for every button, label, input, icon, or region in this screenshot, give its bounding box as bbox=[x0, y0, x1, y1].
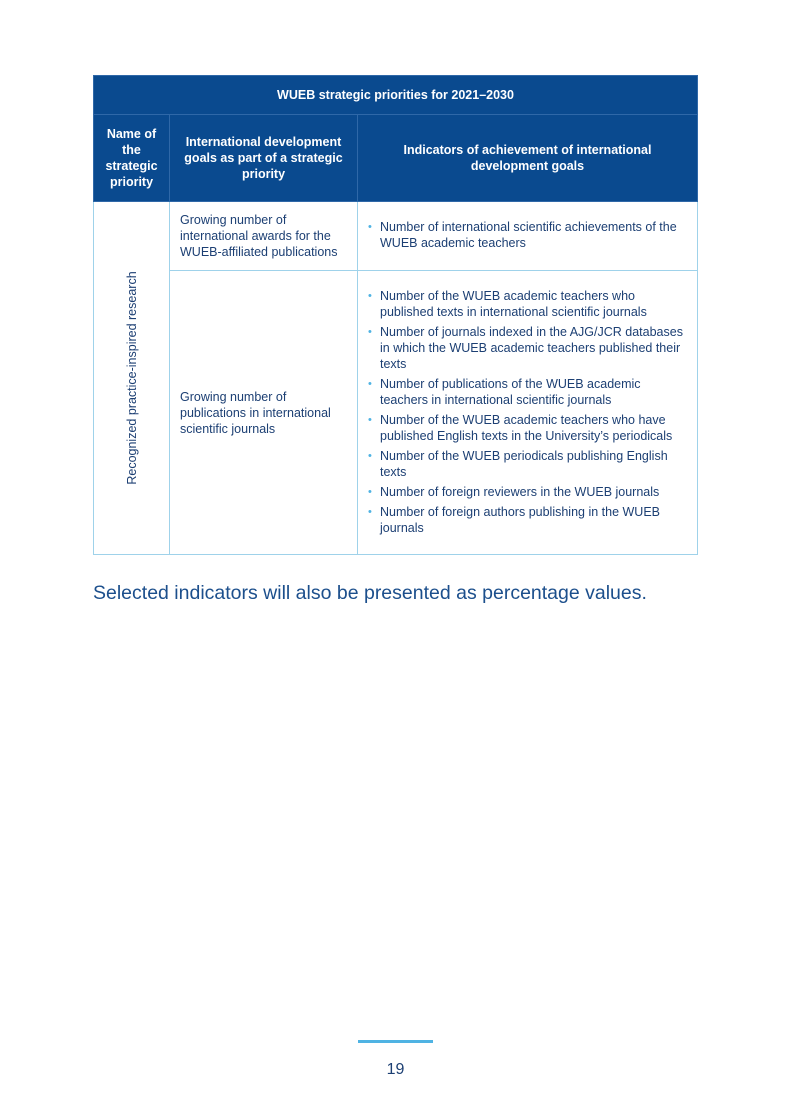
bullet-icon: • bbox=[368, 505, 372, 518]
indicators-cell bbox=[358, 271, 698, 555]
goal-text: Growing number of publications in international scientific journals bbox=[180, 389, 331, 436]
page-number: 19 bbox=[386, 1061, 405, 1078]
table-title: WUEB strategic priorities for 2021–2030 bbox=[94, 76, 698, 115]
list-item: • Number of the WUEB academic teachers who published texts in international scientific journals bbox=[368, 288, 647, 319]
list-item: • Number of international scientific achievements of the WUEB academic teachers bbox=[368, 220, 677, 250]
bullet-icon: • bbox=[368, 221, 372, 233]
header-development-goals: International development goals as part of a strategic priority bbox=[170, 115, 358, 202]
strategic-priorities-table bbox=[93, 75, 698, 555]
bullet-icon: • bbox=[368, 413, 372, 426]
priority-cell bbox=[94, 202, 170, 555]
bullet-icon: • bbox=[368, 485, 372, 498]
indicator-list bbox=[368, 219, 687, 251]
priority-name: Recognized practice-inspired research bbox=[124, 271, 139, 485]
bullet-icon: • bbox=[368, 325, 372, 338]
goal-cell bbox=[170, 271, 358, 555]
page-number-rule bbox=[358, 1040, 433, 1043]
indicator-list bbox=[368, 288, 687, 536]
list-item: • Number of the WUEB periodicals publishing English texts bbox=[368, 448, 668, 479]
list-item: • Number of foreign reviewers in the WUEB journals bbox=[368, 484, 660, 499]
bullet-icon: • bbox=[368, 449, 372, 462]
goal-text: Growing number of international awards for the WUEB-affiliated publications bbox=[180, 213, 338, 259]
header-indicators: Indicators of achievement of international development goals bbox=[358, 115, 698, 202]
bullet-icon: • bbox=[368, 377, 372, 390]
percentage-note: Selected indicators will also be presented as percentage values. bbox=[93, 582, 647, 604]
indicators-cell bbox=[358, 202, 698, 271]
list-item: • Number of publications of the WUEB academic teachers in international scientific journals bbox=[368, 376, 641, 407]
list-item: • Number of journals indexed in the AJG/JCR databases in which the WUEB academic teachers published their texts bbox=[368, 324, 683, 371]
list-item: • Number of foreign authors publishing in the WUEB journals bbox=[368, 504, 661, 535]
bullet-icon: • bbox=[368, 289, 372, 302]
header-priority-name: Name of the strategic priority bbox=[94, 115, 170, 202]
goal-cell bbox=[170, 202, 358, 271]
table-row bbox=[94, 202, 698, 271]
table-row bbox=[94, 271, 698, 555]
list-item: • Number of the WUEB academic teachers who have published English texts in the University’s periodicals bbox=[368, 412, 673, 443]
